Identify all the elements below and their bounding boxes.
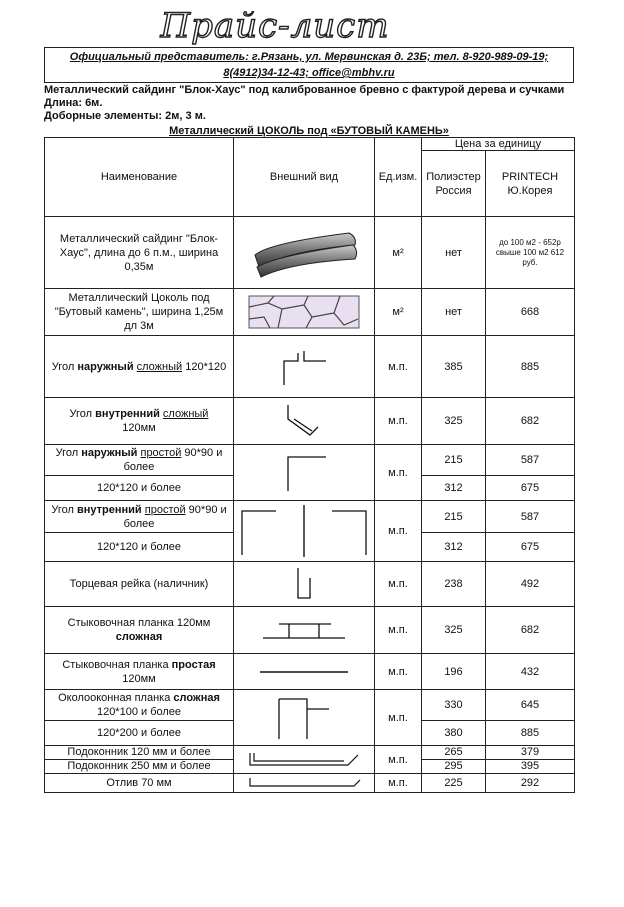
table-row [45, 336, 575, 398]
col-header-polyester [422, 151, 486, 217]
row-unit: м.п. [375, 746, 422, 774]
row-price-printech: 432 [486, 654, 575, 690]
row-unit: м.п. [375, 690, 422, 746]
table-row [45, 445, 575, 476]
row-unit: м² [375, 217, 422, 289]
representative-line-2: 8(4912)34-12-43; office@mbhv.ru [223, 67, 395, 79]
row-unit: м.п. [375, 501, 422, 562]
row-unit: м² [375, 289, 422, 336]
info-line-1: Металлический сайдинг "Блок-Хаус" под калиброванное бревно с фактурой дерева и сучками [44, 84, 565, 96]
table-header-top [45, 138, 575, 151]
row-price-polyester: 312 [422, 476, 486, 501]
row-price-printech: 885 [486, 721, 575, 746]
table-row [45, 398, 575, 445]
row-name: Подоконник 120 мм и более [45, 746, 234, 760]
table-row [45, 774, 575, 793]
polyester-label: Полиэстер [426, 170, 481, 183]
name-part: Угол [69, 408, 96, 420]
table-row [45, 501, 575, 533]
row-name: 120*120 и более [45, 476, 234, 501]
end-strip-icon [234, 562, 375, 607]
row-unit: м.п. [375, 398, 422, 445]
name-part: 90*90 и более [123, 503, 227, 530]
name-bold: внутренний [76, 503, 142, 516]
row-name: 120*200 и более [45, 721, 234, 746]
name-bold: сложная [173, 692, 220, 704]
name-underlined: сложный [136, 360, 183, 373]
price-table [44, 137, 575, 793]
row-price-polyester: 312 [422, 533, 486, 562]
name-part: 90*90 и более [123, 447, 223, 473]
representative-line-1: Официальный представитель: г.Рязань, ул. Мервинская д. 23Б; тел. 8-920-989-09-19; [69, 51, 549, 63]
name-bold: наружный [81, 447, 138, 459]
section-subheading: Металлический ЦОКОЛЬ под «БУТОВЫЙ КАМЕНЬ» [169, 125, 449, 137]
row-unit: м.п. [375, 774, 422, 793]
row-price-printech: 682 [486, 607, 575, 654]
table-row [45, 607, 575, 654]
info-line-3: Доборные элементы: 2м, 3 м. [44, 110, 206, 122]
name-underlined: простой [144, 503, 186, 516]
joint-strip-complex-icon [234, 607, 375, 654]
row-price-printech: до 100 м2 - 652р свыше 100 м2 612 руб. [486, 217, 575, 289]
row-price-printech: 675 [486, 476, 575, 501]
name-part: 120*120 [182, 360, 227, 373]
row-price-polyester: 225 [422, 774, 486, 793]
name-bold: сложная [115, 631, 163, 643]
name-part: Угол [51, 360, 78, 373]
row-name [45, 398, 234, 445]
name-bold: внутренний [95, 408, 160, 420]
name-part: Угол [51, 503, 77, 516]
row-price-printech: 675 [486, 533, 575, 562]
representative-box [44, 47, 574, 83]
row-name: Подоконник 250 мм и более [45, 760, 234, 774]
name-bold: простая [171, 658, 216, 671]
row-name [45, 501, 234, 533]
joint-strip-simple-icon [234, 654, 375, 690]
row-price-polyester: 325 [422, 607, 486, 654]
product-info [44, 84, 574, 123]
row-name [45, 690, 234, 721]
printech-country: Ю.Корея [507, 184, 553, 197]
row-name [45, 607, 234, 654]
stone-plinth-image [234, 289, 375, 336]
window-trim-complex-icon [234, 690, 375, 746]
name-part: Стыковочная планка 120мм [67, 617, 211, 629]
row-price-polyester: 330 [422, 690, 486, 721]
row-price-printech: 587 [486, 501, 575, 533]
col-header-look: Внешний вид [234, 138, 375, 217]
col-header-unit: Ед.изм. [375, 138, 422, 217]
table-row [45, 289, 575, 336]
row-name: Торцевая рейка (наличник) [45, 562, 234, 607]
name-underlined: сложный [162, 408, 209, 420]
row-price-printech: 645 [486, 690, 575, 721]
polyester-country: Россия [435, 184, 472, 197]
col-header-printech [486, 151, 575, 217]
outer-corner-complex-icon [234, 336, 375, 398]
col-header-price: Цена за единицу [422, 138, 575, 151]
row-price-polyester: 295 [422, 760, 486, 774]
row-name: Отлив 70 мм [45, 774, 234, 793]
outer-corner-simple-icon [234, 445, 375, 501]
name-part: Угол [55, 447, 82, 459]
row-price-polyester: 385 [422, 336, 486, 398]
row-name [45, 336, 234, 398]
table-row [45, 746, 575, 760]
row-unit: м.п. [375, 562, 422, 607]
row-price-printech: 379 [486, 746, 575, 760]
row-price-polyester: 265 [422, 746, 486, 760]
inner-corner-complex-icon [234, 398, 375, 445]
window-sill-icon [234, 746, 375, 774]
row-unit: м.п. [375, 654, 422, 690]
row-price-polyester: 196 [422, 654, 486, 690]
row-unit: м.п. [375, 336, 422, 398]
table-row [45, 217, 575, 289]
row-price-printech: 587 [486, 445, 575, 476]
row-price-polyester: 215 [422, 445, 486, 476]
drip-edge-icon [234, 774, 375, 793]
row-name [45, 654, 234, 690]
row-price-polyester: 380 [422, 721, 486, 746]
row-price-printech: 668 [486, 289, 575, 336]
table-row [45, 562, 575, 607]
col-header-name: Наименование [45, 138, 234, 217]
row-unit: м.п. [375, 445, 422, 501]
info-line-2: Длина: 6м. [44, 97, 103, 109]
row-price-printech: 292 [486, 774, 575, 793]
row-price-printech: 395 [486, 760, 575, 774]
row-price-polyester: 325 [422, 398, 486, 445]
row-price-printech: 492 [486, 562, 575, 607]
printech-label: PRINTECH [501, 170, 559, 183]
row-price-printech: 682 [486, 398, 575, 445]
name-underlined: простой [140, 447, 182, 459]
price-list-title: Прайс-лист [160, 6, 390, 46]
name-part: 120*100 и более [96, 706, 182, 718]
row-name: Металлический сайдинг "Блок-Хаус", длина до 6 п.м., ширина 0,35м [45, 217, 234, 289]
row-price-polyester: нет [422, 289, 486, 336]
row-price-polyester: 215 [422, 501, 486, 533]
blockhouse-siding-image [234, 217, 375, 289]
name-part: 120мм [122, 672, 156, 685]
inner-corner-simple-icon [234, 501, 375, 562]
row-name [45, 445, 234, 476]
name-part: Околооконная планка [58, 692, 174, 704]
table-row [45, 654, 575, 690]
row-price-printech: 885 [486, 336, 575, 398]
row-name: 120*120 и более [45, 533, 234, 562]
row-price-polyester: 238 [422, 562, 486, 607]
table-row [45, 690, 575, 721]
row-price-polyester: нет [422, 217, 486, 289]
name-part: Стыковочная планка [62, 658, 172, 671]
row-unit: м.п. [375, 607, 422, 654]
row-name: Металлический Цоколь под "Бутовый камень", ширина 1,25м дл 3м [45, 289, 234, 336]
name-part: 120мм [122, 422, 156, 434]
name-bold: наружный [77, 360, 134, 373]
